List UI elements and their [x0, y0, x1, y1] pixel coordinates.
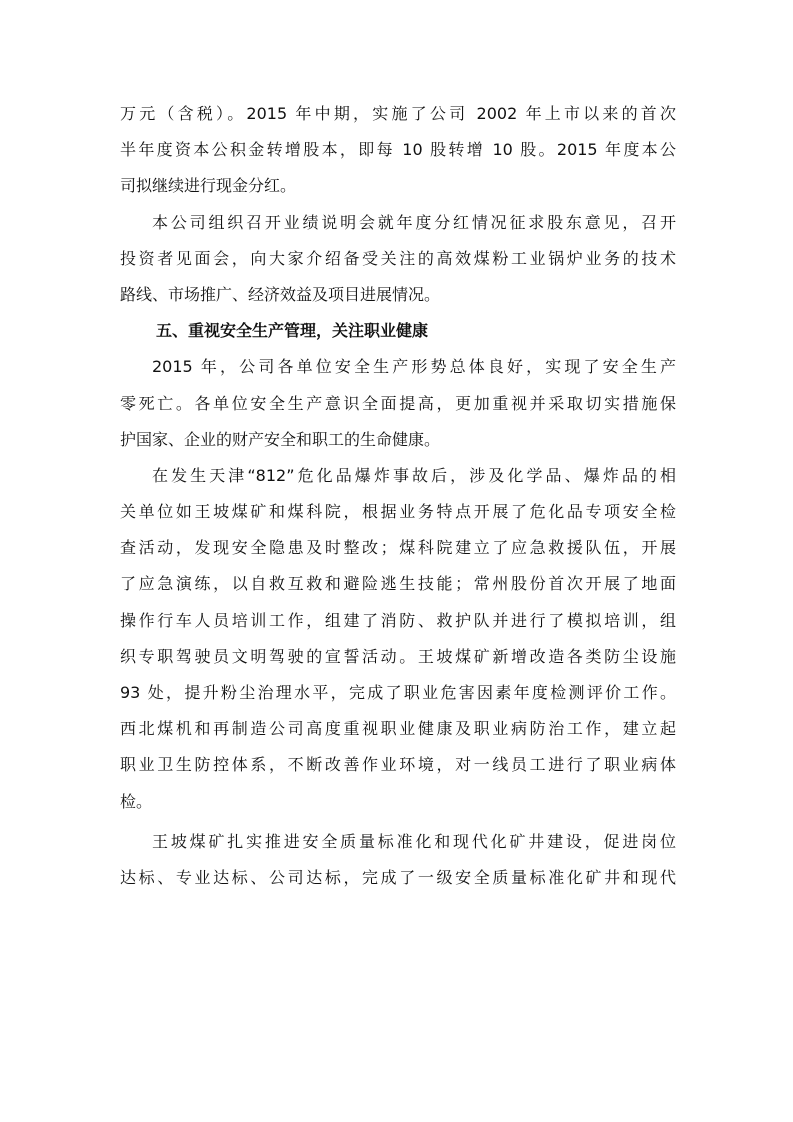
text-line: 司拟继续进行现金分红。 — [120, 176, 297, 196]
paragraph-quality-standardization — [120, 824, 676, 896]
section-heading: 五、重视安全生产管理，关注职业健康 — [156, 321, 429, 341]
text-line: 王坡煤矿扎实推进安全质量标准化和现代化矿井建设，促进岗位 — [152, 831, 676, 851]
text-line: 关单位如王坡煤矿和煤科院，根据业务特点开展了危化品专项安全检 — [120, 502, 676, 522]
text-line: 半年度资本公积金转增股本，即每 10 股转增 10 股。2015 年度本公 — [120, 140, 676, 160]
paragraph-investor-communication — [120, 205, 676, 314]
text-line: 操作行车人员培训工作，组建了消防、救护队并进行了模拟培训，组 — [120, 610, 676, 630]
document-page — [120, 96, 676, 896]
text-line: 查活动，发现安全隐患及时整改；煤科院建立了应急救援队伍，开展 — [120, 538, 676, 558]
paragraph-dividend-continuation — [120, 96, 676, 205]
text-line: 零死亡。各单位安全生产意识全面提高，更加重视并采取切实措施保 — [120, 393, 676, 413]
text-line: 万元（含税）。2015 年中期，实施了公司 2002 年上市以来的首次 — [120, 104, 676, 123]
text-line: 投资者见面会，向大家介绍备受关注的高效煤粉工业锅炉业务的技术 — [120, 248, 676, 268]
text-line: 了应急演练，以自救互救和避险逃生技能；常州股份首次开展了地面 — [120, 574, 676, 594]
text-line: 本公司组织召开业绩说明会就年度分红情况征求股东意见，召开 — [152, 212, 676, 232]
text-line: 达标、专业达标、公司达标，完成了一级安全质量标准化矿井和现代 — [120, 867, 676, 887]
text-line: 检。 — [120, 791, 153, 811]
text-line: 职业卫生防控体系，不断改善作业环境，对一线员工进行了职业病体 — [120, 755, 676, 775]
paragraph-safety-measures — [120, 458, 676, 820]
text-line: 2015 年，公司各单位安全生产形势总体良好，实现了安全生产 — [152, 357, 676, 377]
text-line: 护国家、企业的财产安全和职工的生命健康。 — [120, 429, 441, 449]
text-line: 在发生天津“812”危化品爆炸事故后，涉及化学品、爆炸品的相 — [152, 465, 676, 485]
text-line: 织专职驾驶员文明驾驶的宣誓活动。王坡煤矿新增改造各类防尘设施 — [120, 646, 676, 666]
paragraph-safety-overview — [120, 349, 676, 458]
text-line: 西北煤机和再制造公司高度重视职业健康及职业病防治工作，建立起 — [120, 719, 676, 739]
text-line: 路线、市场推广、经济效益及项目进展情况。 — [120, 284, 441, 304]
text-line: 93 处，提升粉尘治理水平，完成了职业危害因素年度检测评价工作。 — [120, 683, 676, 702]
